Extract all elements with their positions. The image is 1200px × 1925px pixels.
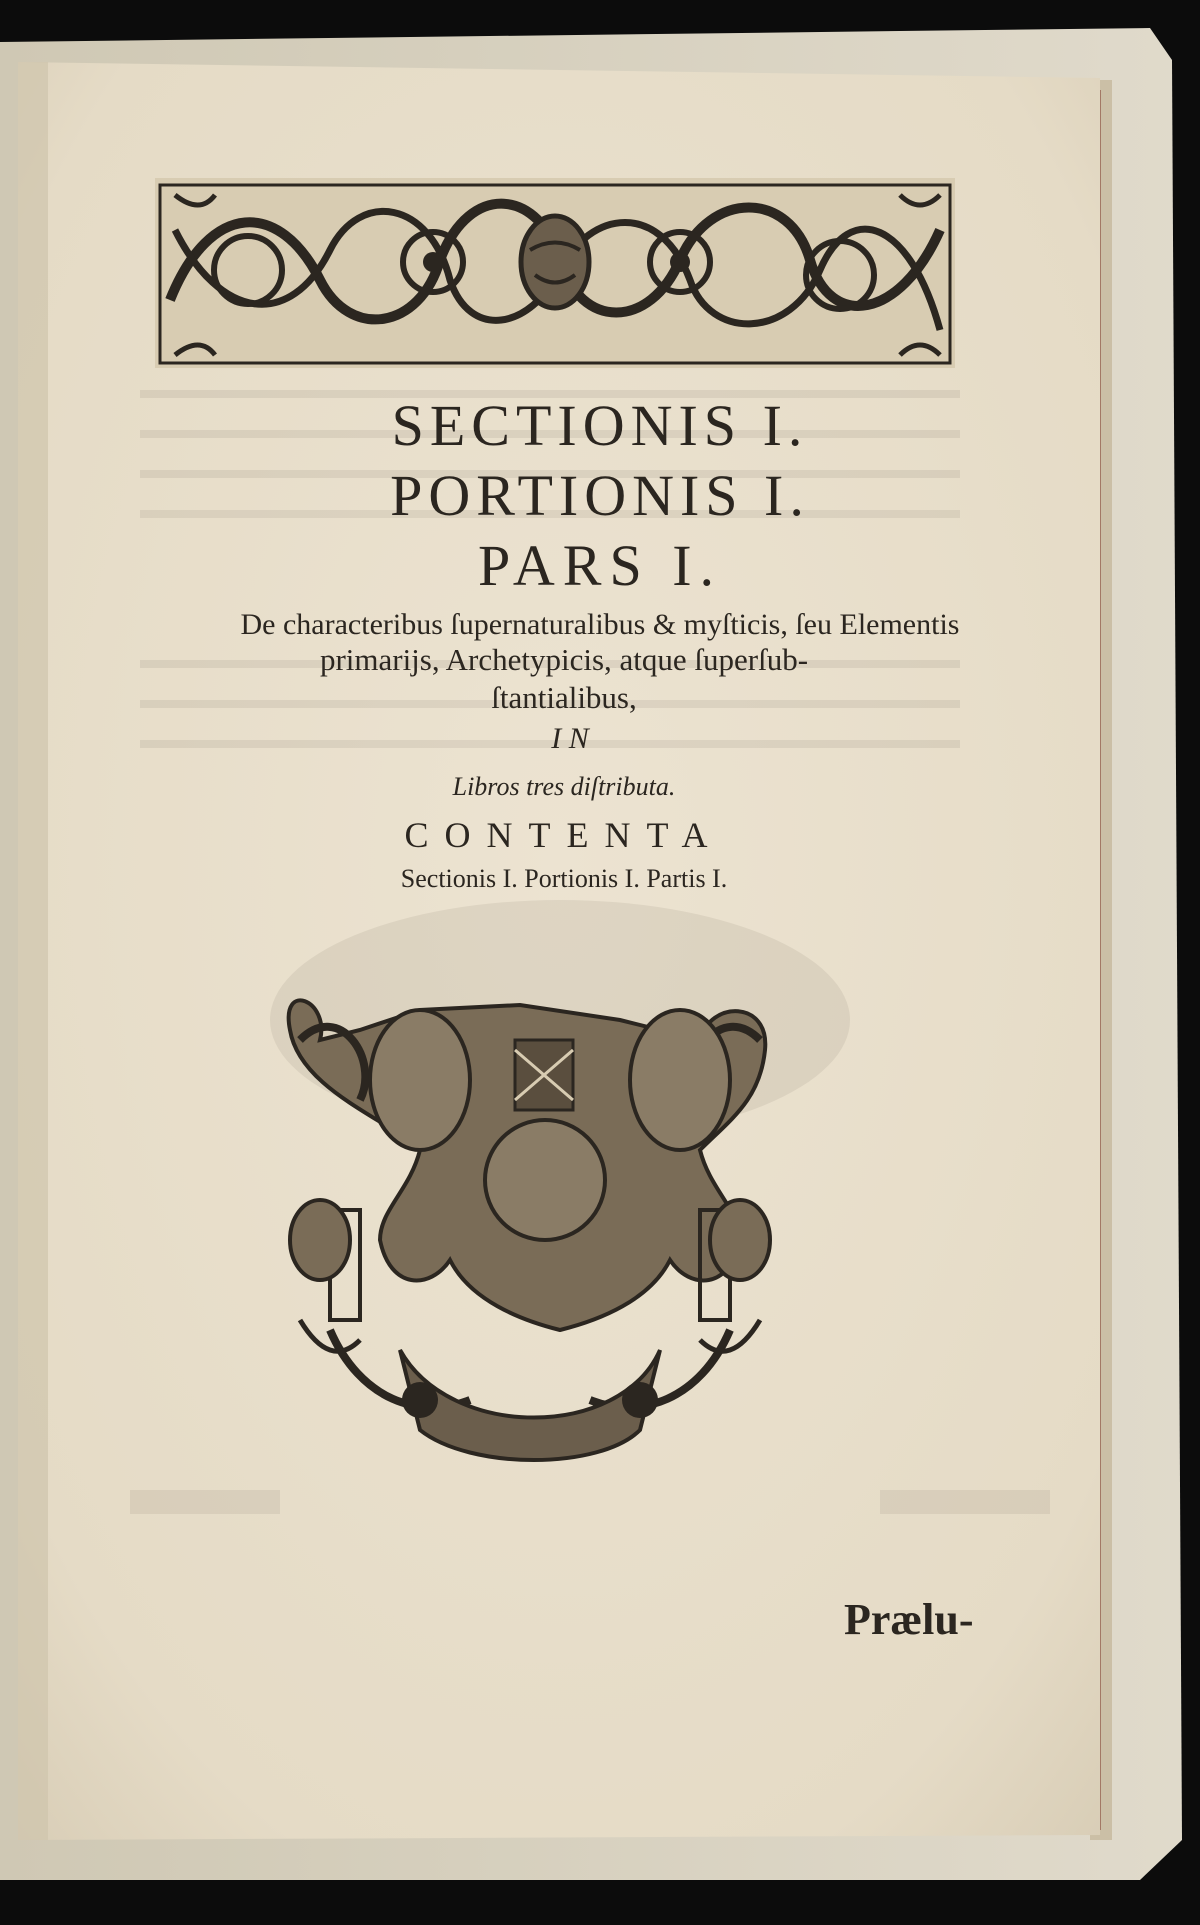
- subtitle-line-3: ſtantialibus,: [491, 680, 637, 715]
- subtitle-in: I N: [551, 722, 589, 755]
- heading-pars: PARS I.: [477, 533, 723, 598]
- subtitle-contenta: CONTENTA: [404, 815, 724, 855]
- subtitle-libros: Libros tres diſtributa.: [452, 772, 676, 801]
- heading-sectionis: SECTIONIS I.: [391, 393, 809, 458]
- catchword: Prælu-: [844, 1595, 974, 1644]
- gutter-shadow: [18, 62, 48, 1840]
- heading-portionis: PORTIONIS I.: [390, 463, 810, 528]
- headpiece-ornament: [155, 178, 955, 368]
- subtitle-line-2: primarijs, Archetypicis, atque ſuperſub-: [319, 642, 809, 677]
- subtitle-line-1: De characteribus ſupernaturalibus & myſticis, ſeu Elementis: [240, 608, 960, 641]
- subtitle-sectionis: Sectionis I. Portionis I. Partis I.: [400, 864, 728, 893]
